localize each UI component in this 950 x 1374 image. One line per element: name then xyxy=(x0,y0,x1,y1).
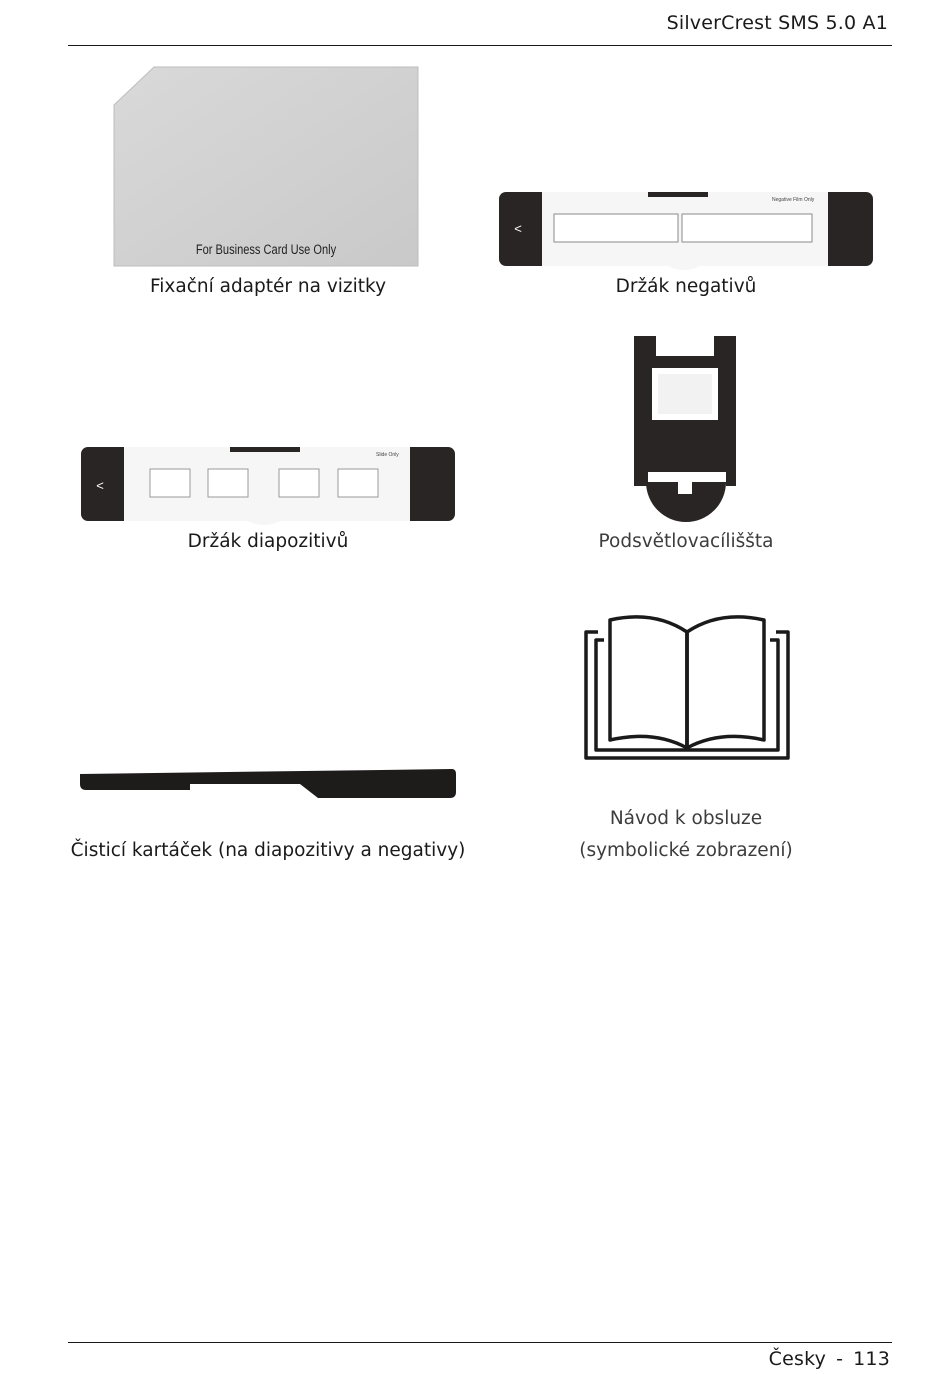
footer-rule xyxy=(68,1342,892,1343)
business-card-adapter-illustration xyxy=(114,67,418,266)
page-footer xyxy=(769,1348,890,1370)
slide-holder-illustration xyxy=(80,445,456,525)
card-adapter-imprint: For Business Card Use Only xyxy=(195,242,337,257)
book-icon xyxy=(584,612,790,768)
card-adapter-caption: Fixační adaptér na vizitky xyxy=(149,276,387,297)
negative-holder-imprint: Negative Film Only xyxy=(772,197,815,203)
slide-holder-imprint: Slide Only xyxy=(376,452,399,458)
manual-caption-line1: Návod k obsluze xyxy=(609,808,763,829)
footer-language: Česky xyxy=(768,1348,827,1370)
backlight-caption: Podsvětlovacíliššta xyxy=(598,531,774,552)
manual-caption-line2: (symbolické zobrazení) xyxy=(579,840,793,861)
header-rule xyxy=(68,45,892,46)
cleaning-brush-illustration xyxy=(80,766,456,800)
slide-holder-caption: Držák diapozitivů xyxy=(187,531,349,552)
footer-separator: - xyxy=(836,1348,844,1370)
document-header-title: SilverCrest SMS 5.0 A1 xyxy=(666,12,888,34)
backlight-unit-illustration xyxy=(634,334,740,520)
negative-holder-caption: Držák negativů xyxy=(615,276,757,297)
svg-text:<: < xyxy=(514,221,522,236)
negative-holder-illustration xyxy=(498,190,874,270)
cleaning-brush-caption: Čisticí kartáček (na diapozitivy a negativy) xyxy=(70,840,466,861)
page-number: 113 xyxy=(853,1348,890,1370)
svg-text:<: < xyxy=(96,478,104,493)
